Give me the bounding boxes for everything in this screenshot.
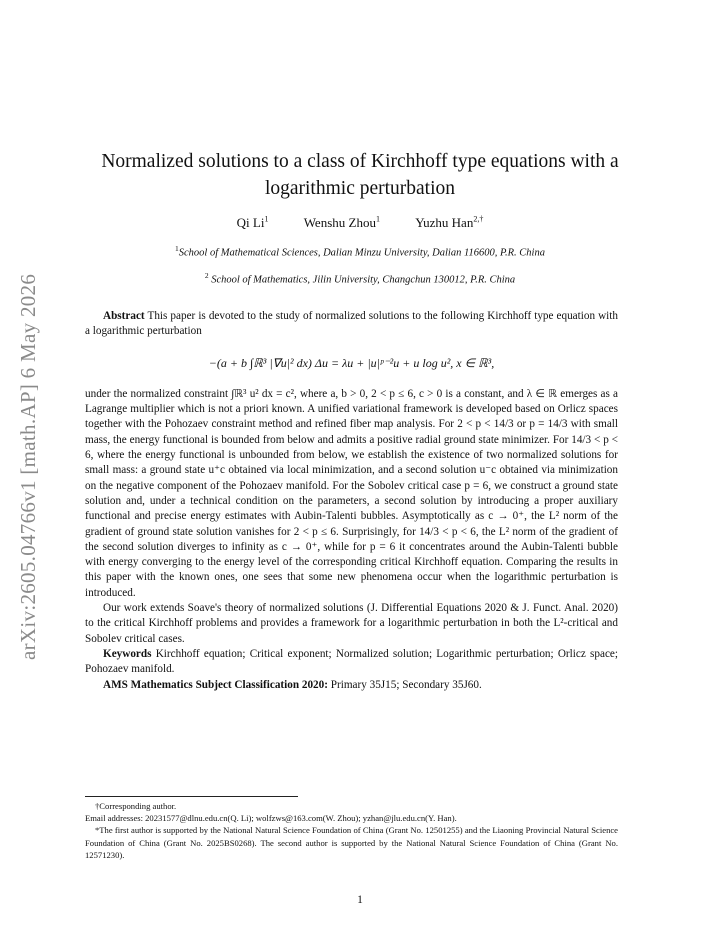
keywords-heading: Keywords [103, 647, 152, 660]
abstract-intro: Abstract This paper is devoted to the study of normalized solutions to the following Kirchhoff type equation with a logarithmic perturbation [85, 310, 618, 338]
ams-classification: AMS Mathematics Subject Classification 2020: Primary 35J15; Secondary 35J60. [103, 678, 482, 691]
abstract-paragraph-2: Our work extends Soave's theory of normalized solutions (J. Differential Equations 2020 & J. Funct. Anal. 2020) to the critical Kirchhoff problems and provides a framework for a logarithmic perturbation in both the L²-critical and Sobolev critical cases. [85, 602, 618, 645]
footnote-emails: Email addresses: 20231577@dlnu.edu.cn(Q. Li); wolfzws@163.com(W. Zhou); yzhan@jlu.edu.cn(Y. Han). [85, 813, 457, 824]
author-name: Yuzhu Han$^{2,\dagger}$ [415, 215, 484, 231]
page-number: 1 [357, 894, 363, 906]
footnotes [85, 800, 618, 861]
author-list [80, 215, 640, 231]
footnote-funding: *The first author is supported by the National Natural Science Foundation of China (Grant No. 12501255) and the Liaoning Provincial Natural Science Foundation of China (Grant No. 2025BS0268). The second author is supported by the National Natural Science Foundation of China (Grant No. 12571230). [85, 825, 618, 860]
author-name: Qi Li$^1$ [236, 215, 269, 231]
arxiv-identifier-stamp: arXiv:2605.04766v1 [math.AP] 6 May 2026 [16, 273, 40, 660]
author-name: Wenshu Zhou$^1$ [303, 215, 380, 231]
abstract-section [85, 309, 618, 693]
ams-heading: AMS Mathematics Subject Classification 2020: [103, 678, 328, 691]
abstract-body: under the normalized constraint ∫ℝ³ u² dx = c², where a, b > 0, 2 < p ≤ 6, c > 0 is a constant, and λ ∈ ℝ emerges as a Lagrange multiplier which is not a priori known. A unified variational framework is developed based on Orlicz spaces together with the Pohozaev constraint method and refined fiber map analysis. For 2 < p < 14/3 or p = 14/3 with small mass, the energy functional is bounded from below and admits a positive radial ground state minimizer. For 14/3 < p < 6, where the energy functional is unbounded from below, we establish the existence of two normalized solutions for small mass: a ground state u⁺c obtained via local minimization, and a second solution u⁻c obtained via minimization on the negative component of the Pohozaev manifold. For the Sobolev critical case p = 6, we construct a ground state solution and, under a technical condition on the parameters, a second solution by introducing a proper auxiliary functional and precise energy estimates with Aubin-Talenti bubbles. Asymptotically as c → 0⁺, the L² norm of the gradient of ground state solution vanishes for 2 < p ≤ 6. Surprisingly, for 14/3 < p < 6, the L² norm of the gradient of the second solution diverges to infinity as c → 0⁺, while for p = 6 it concentrates around the Aubin-Talenti bubble with energy converging to the energy level of the corresponding critical Kirchhoff equation. Comparing the results in this paper with the known ones, one sees that some new phenomena occur when the logarithmic perturbation is introduced. [85, 387, 618, 599]
main-equation: −(a + b ∫ℝ³ |∇u|² dx) Δu = λu + |u|ᵖ⁻²u + u log u², x ∈ ℝ³, [208, 355, 495, 370]
affiliation: $^1$School of Mathematical Sciences, Dalian Minzu University, Dalian 116600, P.R. China [175, 244, 545, 259]
footnote-corresponding: †Corresponding author. [95, 801, 177, 811]
affiliation: $^2$ School of Mathematics, Jilin University, Changchun 130012, P.R. China [204, 271, 516, 286]
keywords: Keywords Kirchhoff equation; Critical exponent; Normalized solution; Logarithmic perturbation; Orlicz space; Pohozaev manifold. [85, 647, 618, 676]
abstract-heading: Abstract [103, 310, 145, 322]
footnote-rule [85, 796, 298, 797]
paper-title: Normalized solutions to a class of Kirchhoff type equations with a logarithmic perturbation [101, 151, 619, 199]
